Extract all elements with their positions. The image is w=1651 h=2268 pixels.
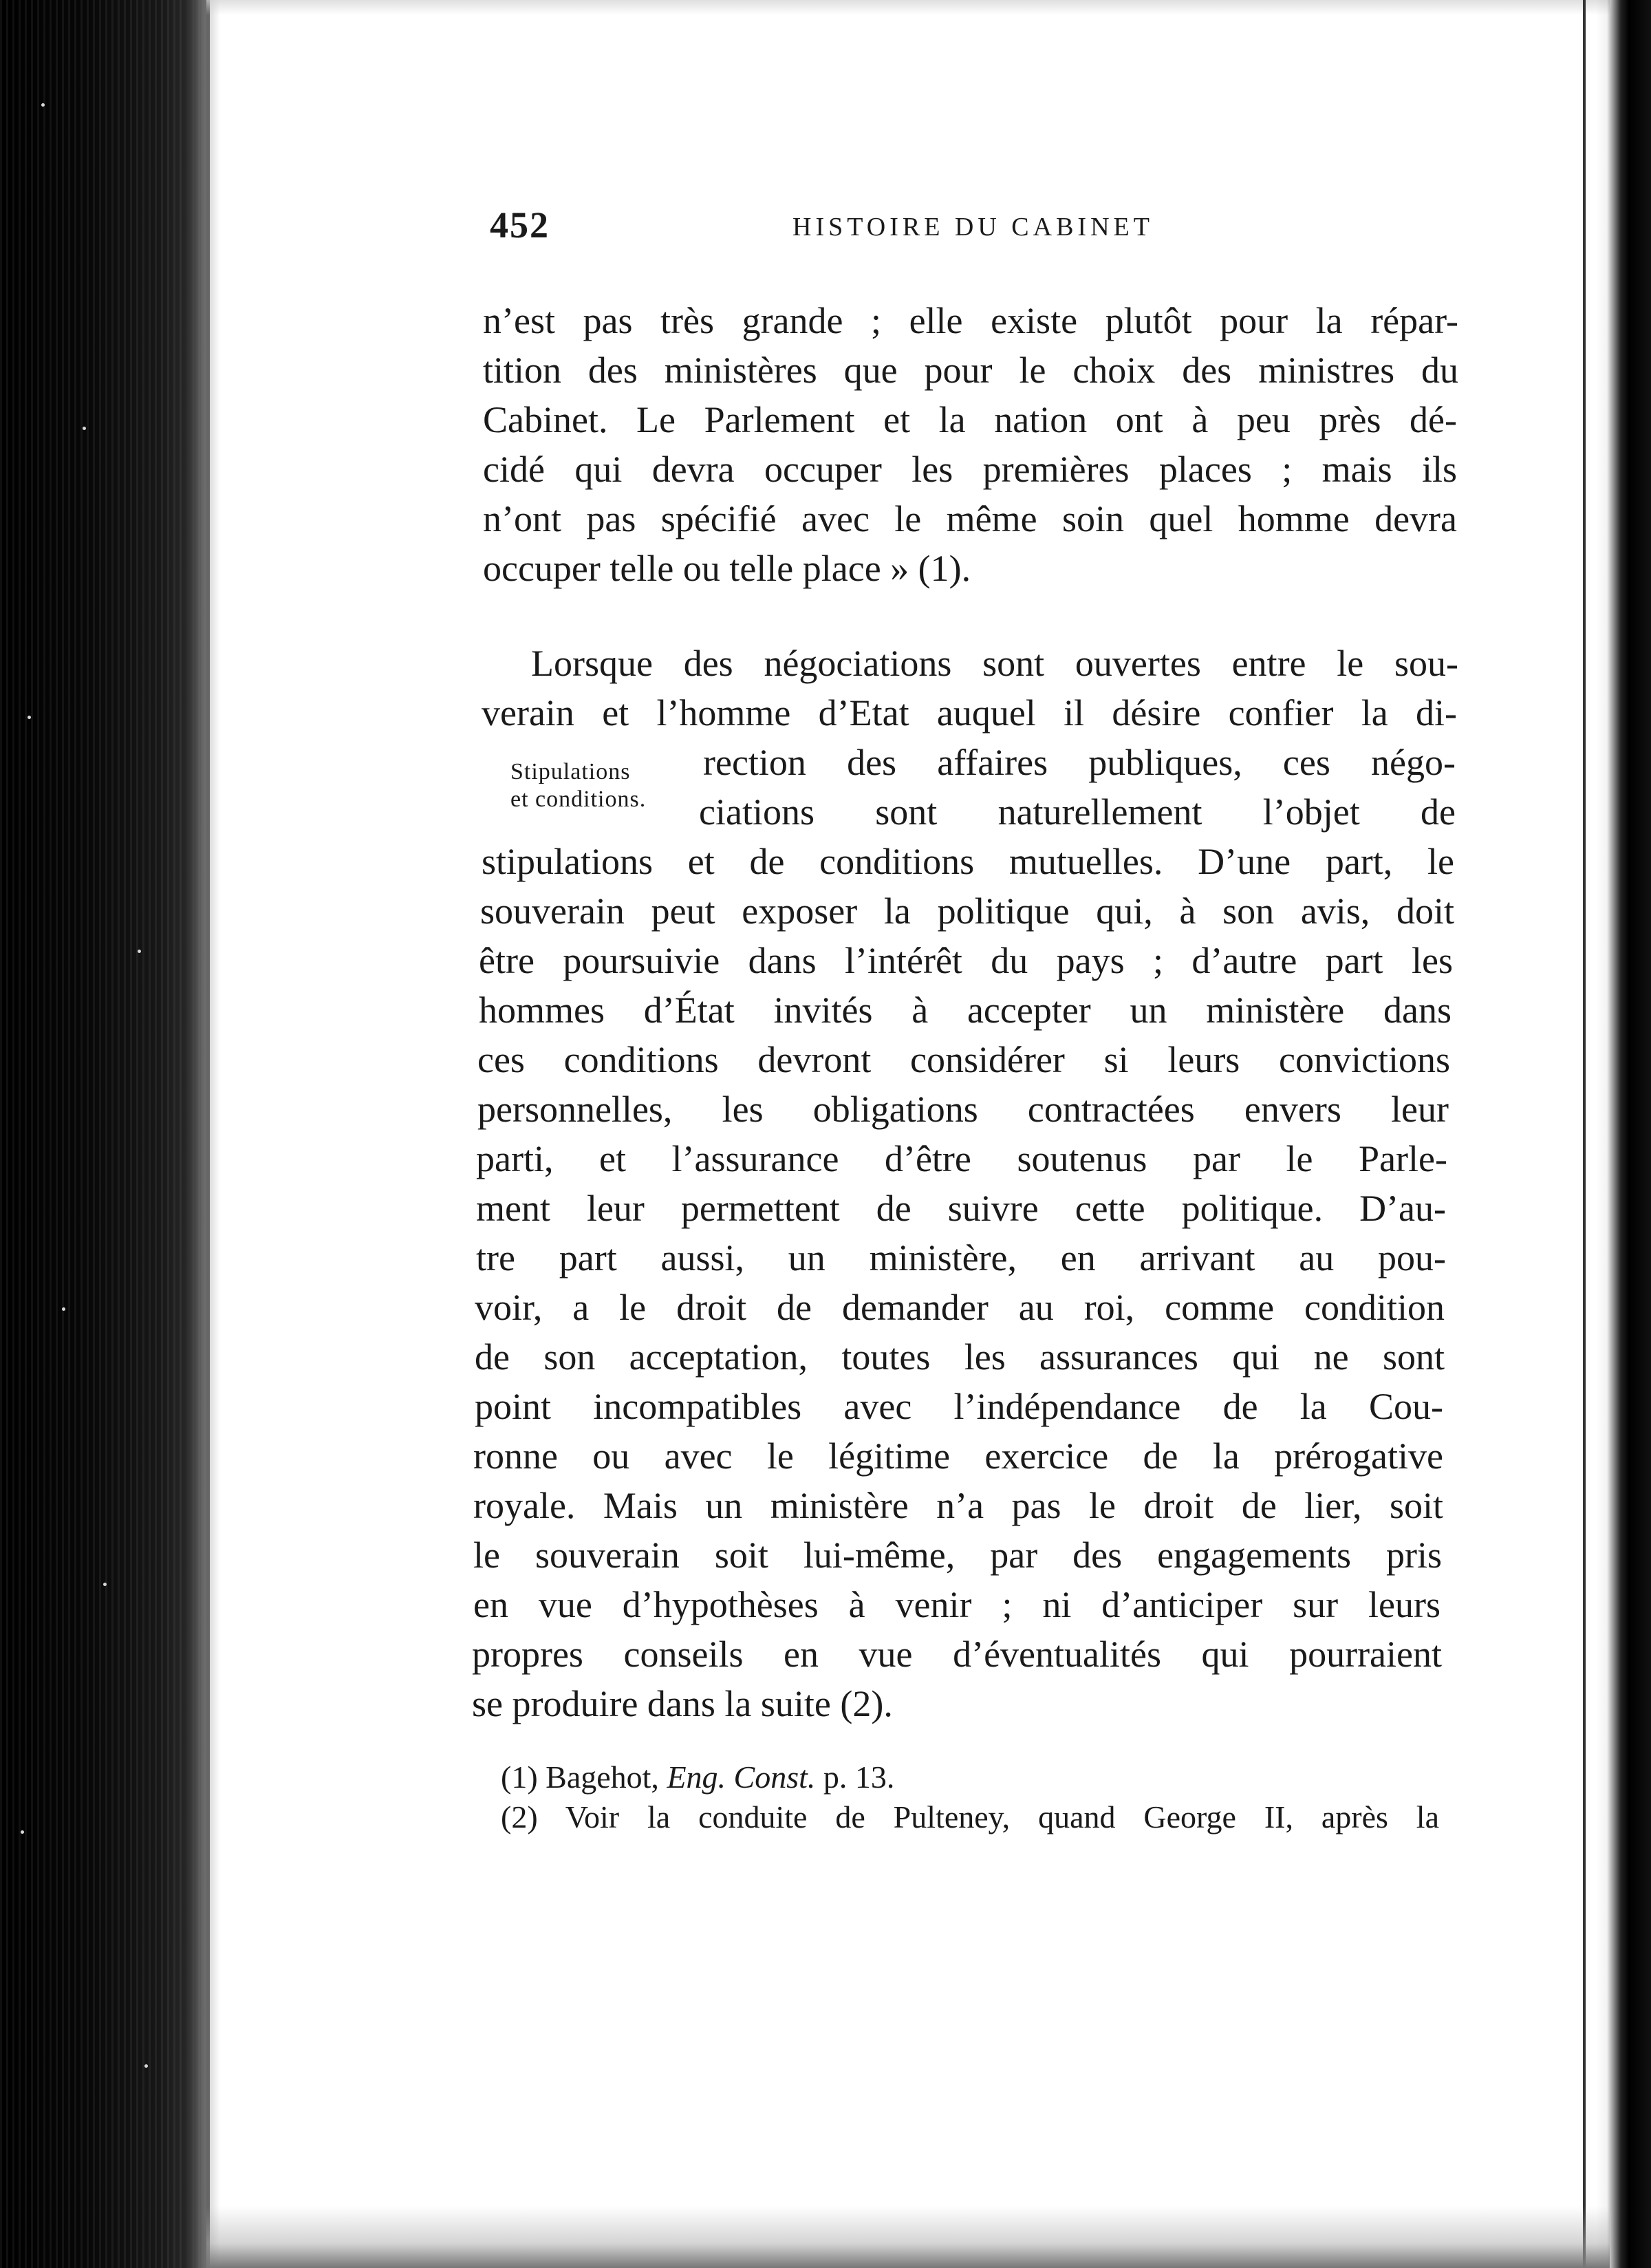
- text-line: propres conseils en vue d’éventualités qui pourraient: [472, 1634, 1442, 1675]
- text-line: ment leur permettent de suivre cette politique. D’au-: [476, 1188, 1446, 1229]
- text-line: royale. Mais un ministère n’a pas le droit de lier, soit: [473, 1485, 1443, 1526]
- text-line: se produire dans la suite (2).: [472, 1683, 893, 1724]
- text-line: ces conditions devront considérer si leurs convictions: [477, 1039, 1450, 1080]
- text-line: hommes d’État invités à accepter un ministère dans: [479, 989, 1452, 1031]
- footnote-1: [501, 1759, 894, 1796]
- text-line: tre part aussi, un ministère, en arrivant au pou-: [476, 1237, 1446, 1279]
- text-line: le souverain soit lui-même, par des engagements pris: [473, 1534, 1442, 1576]
- text-line: verain et l’homme d’Etat auquel il désire confier la di-: [482, 692, 1457, 734]
- text-line: cidé qui devra occuper les premières places ; mais ils: [483, 449, 1457, 490]
- margin-note-line: Stipulations: [510, 759, 631, 784]
- page-number: 452: [490, 204, 550, 246]
- text-line: n’est pas très grande ; elle existe plutôt pour la répar-: [483, 300, 1458, 341]
- text-line: personnelles, les obligations contractées envers leur: [477, 1089, 1449, 1130]
- text-line: être poursuivie dans l’intérêt du pays ; d’autre part les: [479, 940, 1453, 981]
- text-line: souverain peut exposer la politique qui, à son avis, doit: [480, 890, 1454, 932]
- text-line: tition des ministères que pour le choix des ministres du: [483, 350, 1458, 391]
- text-line: occuper telle ou telle place » (1).: [483, 548, 971, 589]
- text-line: rection des affaires publiques, ces négo-: [703, 742, 1456, 783]
- text-line: voir, a le droit de demander au roi, comme condition: [475, 1287, 1445, 1328]
- footnote-2: (2) Voir la conduite de Pulteney, quand George II, après la: [501, 1799, 1439, 1834]
- text-line: ciations sont naturellement l’objet de: [699, 791, 1456, 833]
- text-line: n’ont pas spécifié avec le même soin quel homme devra: [483, 498, 1457, 539]
- running-title: HISTOIRE DU CABINET: [792, 213, 1154, 242]
- margin-note-line: et conditions.: [510, 787, 647, 812]
- text-line: de son acceptation, toutes les assurances qui ne sont: [475, 1336, 1445, 1378]
- text-line: stipulations et de conditions mutuelles. D’une part, le: [482, 841, 1454, 882]
- text-line: Cabinet. Le Parlement et la nation ont à peu près dé-: [483, 399, 1457, 440]
- text-line: en vue d’hypothèses à venir ; ni d’anticiper sur leurs: [473, 1584, 1440, 1625]
- footnote-1-suffix: p. 13.: [815, 1759, 895, 1795]
- margin-note: [510, 758, 646, 813]
- footnote-1-title: Eng. Const.: [667, 1759, 816, 1795]
- footnote-1-prefix: (1) Bagehot,: [501, 1759, 667, 1795]
- text-line: parti, et l’assurance d’être soutenus par le Parle-: [476, 1138, 1447, 1179]
- text-line: point incompatibles avec l’indépendance de la Cou-: [475, 1386, 1443, 1427]
- text-line: Lorsque des négociations sont ouvertes entre le sou-: [531, 643, 1458, 684]
- text-line: ronne ou avec le légitime exercice de la prérogative: [473, 1435, 1443, 1477]
